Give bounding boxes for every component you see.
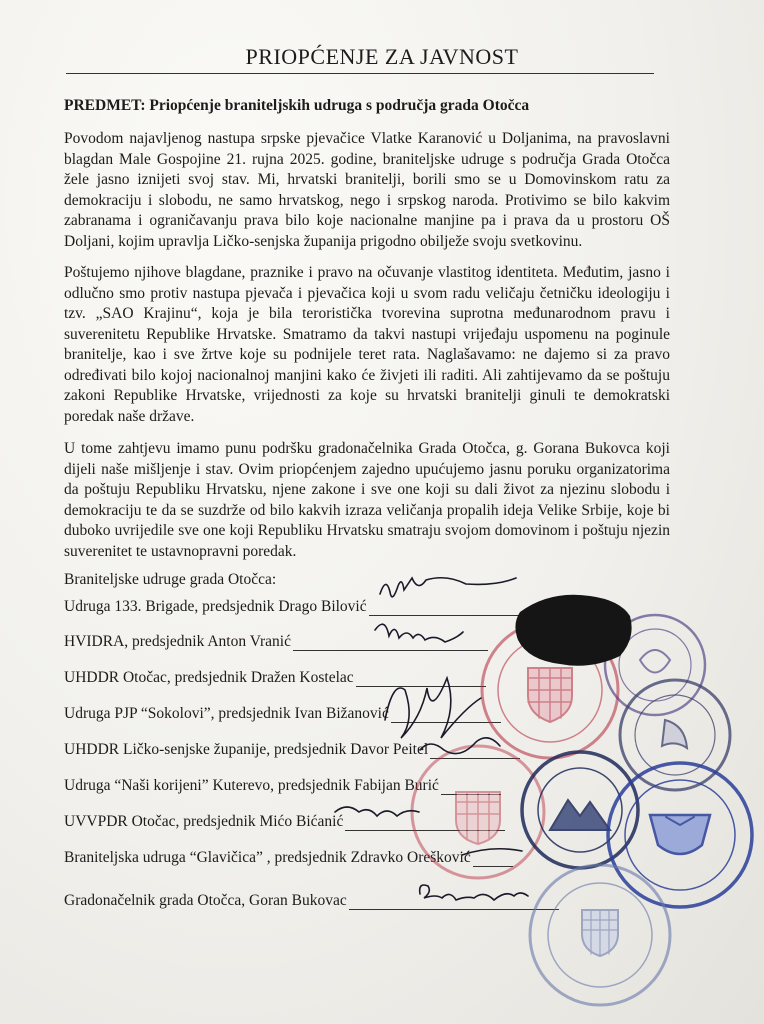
signatory-line [64, 669, 486, 687]
signature-line [473, 852, 513, 867]
signatory-name: UVVPDR Otočac, predsjednik Mićo Bićanić [64, 813, 344, 830]
hvidra-stamp [605, 615, 705, 715]
signatory-name: UHDDR Otočac, predsjednik Dražen Kostelac [64, 669, 354, 686]
domovinskog-rata-stamp [608, 763, 752, 907]
signatory-name: HVIDRA, predsjednik Anton Vranić [64, 633, 291, 650]
signature-line [441, 780, 501, 795]
signatory-name: UHDDR Ličko-senjske županije, predsjednik Davor Peitel [64, 741, 429, 758]
signature-line [349, 895, 559, 910]
signatory-name: Udruga PJP “Sokolovi”, predsjednik Ivan Bižanović [64, 705, 389, 722]
signatory-name: Gradonačelnik grada Otočca, Goran Bukovac [64, 892, 347, 909]
signatory-line [64, 892, 559, 910]
title-underline [66, 73, 654, 74]
signature-line [356, 672, 486, 687]
signatory-name: Braniteljska udruga “Glavičica” , predsjednik Zdravko Orešković [64, 849, 471, 866]
signature-line [369, 601, 529, 616]
gradonacelnik-stamp [530, 865, 670, 1005]
signatory-line [64, 598, 529, 616]
signature-line [293, 636, 488, 651]
signatories-heading: Braniteljske udruge grada Otočca: [64, 571, 277, 588]
braniteljska-udruga-stamp [522, 752, 638, 868]
sokolovi-stamp [620, 680, 730, 790]
signatory-line [64, 849, 513, 867]
signatory-line [64, 777, 501, 795]
paragraph-3: U tome zahtjevu imamo punu podršku gradonačelnika Grada Otočca, g. Gorana Bukovca koji dijeli naše mišljenje i stav. Ovim priopćenjem zajedno upućujemo jasnu poruku organizatorima da poštuju Republiku Hrvatsku, njene zakone i sve one koji su dali život za njezinu slobodu i demokraciju te da se suzdrže od bilo kakvih izraza veličanja propalih ideja Velike Srbije, koje bi duboko uvrijedile sve one koji Republiku Hrvatsku smatraju svojom domovinom i poštuju njezin suverenitet te ustavnopravni poredak. [64, 440, 670, 560]
signatory-line [64, 705, 501, 723]
signatory-name: Udruga 133. Brigade, predsjednik Drago Bilović [64, 598, 367, 615]
redaction-mark [515, 595, 631, 666]
signature-line [345, 816, 505, 831]
signatory-name: Udruga “Naši korijeni” Kuterevo, predsjednik Fabijan Burić [64, 777, 439, 794]
paragraph-1: Povodom najavljenog nastupa srpske pjevačice Vlatke Karanović u Doljanima, na pravoslavni blagdan Male Gospojine 21. rujna 2025. godine, braniteljske udruge s područja Grada Otočca žele jasno iznijeti svoj stav. Mi, hrvatski branitelji, borili smo se u Domovinskom ratu za demokraciju i slobodu, ne samo hrvatskog, nego i srpskog naroda. Protivimo se bilo kakvim zabranama i ograničavanju prava bilo koje nacionalne manjine pa i prava da u prostoru OŠ Doljani, kojim upravlja Ličko-senjska županija prigodno obilježe svoju svetkovinu. [64, 130, 670, 250]
document-title: PRIOPĆENJE ZA JAVNOST [245, 44, 519, 69]
paragraph-2: Poštujemo njihove blagdane, praznike i pravo na očuvanje vlastitog identiteta. Međutim, jasno i odlučno smo protiv nastupa pjevača i pjevačica koji u svom radu veličaju četničku ideologiju i tzv. „SAO Krajinu“, koja je bila teroristička tvorevina suprotna međunarodnom pravu i suverenitetu Republike Hrvatske. Smatramo da takvi nastupi vrijeđaju uspomenu na poginule branitelje, kao i sve žrtve koje su podnijele teret rata. Naglašavamo: ne dajemo si za pravo određivati bilo kojoj nacionalnoj manjini kako će živjeti ili raditi. Ali zahtijevamo da se poštuju zakoni Republike Hrvatske, vrijednosti za koje su hrvatski branitelji ginuli te demokratski poredak naše države. [64, 264, 670, 425]
signatory-line [64, 741, 520, 759]
signatory-line [64, 633, 488, 651]
signature-line [391, 708, 501, 723]
signature-line [430, 744, 520, 759]
red-coat-of-arms-stamp [482, 622, 618, 758]
document-subject: PREDMET: Priopćenje braniteljskih udruga s područja grada Otočca [64, 97, 530, 114]
signatory-line [64, 813, 505, 831]
